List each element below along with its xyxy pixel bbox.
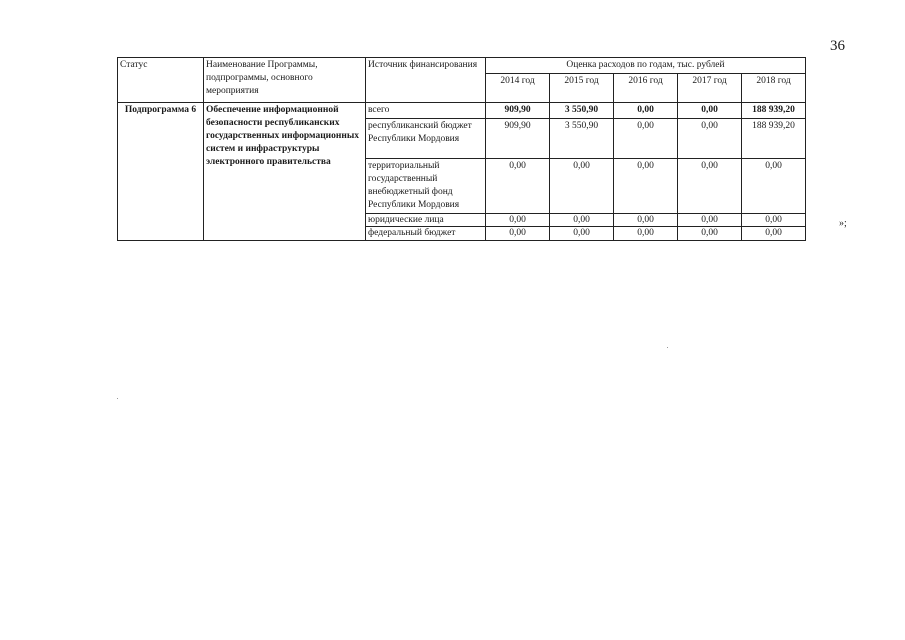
- value-cell: 188 939,20: [742, 103, 806, 119]
- source-cell: юридические лица: [366, 214, 486, 227]
- value-cell: 0,00: [486, 214, 550, 227]
- value-cell: 188 939,20: [742, 119, 806, 159]
- value-cell: 0,00: [678, 159, 742, 214]
- value-cell: 0,00: [678, 214, 742, 227]
- budget-table: [117, 57, 806, 241]
- source-cell: всего: [366, 103, 486, 119]
- value-cell: 0,00: [614, 119, 678, 159]
- value-cell: 909,90: [486, 103, 550, 119]
- value-cell: 3 550,90: [550, 119, 614, 159]
- header-estimate: Оценка расходов по годам, тыс. рублей: [486, 58, 806, 74]
- page-number: 36: [830, 38, 845, 54]
- program-name: Обеспечение информационной безопасности республиканских государственных информационных систем и инфраструктуры электронного правительства: [204, 103, 366, 241]
- value-cell: 0,00: [614, 227, 678, 241]
- value-cell: 0,00: [486, 227, 550, 241]
- header-year: 2015 год: [550, 74, 614, 103]
- value-cell: 0,00: [614, 214, 678, 227]
- header-year: 2016 год: [614, 74, 678, 103]
- header-source: Источник финансирования: [366, 58, 486, 103]
- value-cell: 0,00: [742, 214, 806, 227]
- value-cell: 0,00: [742, 227, 806, 241]
- value-cell: 0,00: [614, 103, 678, 119]
- value-cell: 3 550,90: [550, 103, 614, 119]
- header-row: [118, 58, 806, 74]
- header-year: 2017 год: [678, 74, 742, 103]
- value-cell: 0,00: [678, 119, 742, 159]
- value-cell: 0,00: [678, 103, 742, 119]
- scan-speck: [667, 347, 668, 348]
- source-cell: территориальный государственный внебюджетный фонд Республики Мордовия: [366, 159, 486, 214]
- value-cell: 0,00: [614, 159, 678, 214]
- header-name: Наименование Программы, подпрограммы, основного мероприятия: [204, 58, 366, 103]
- program-status: Подпрограмма 6: [118, 103, 204, 241]
- table-row: [118, 103, 806, 119]
- value-cell: 0,00: [742, 159, 806, 214]
- header-status: Статус: [118, 58, 204, 103]
- value-cell: 909,90: [486, 119, 550, 159]
- value-cell: 0,00: [678, 227, 742, 241]
- scan-speck: [117, 398, 118, 399]
- value-cell: 0,00: [550, 214, 614, 227]
- header-year: 2018 год: [742, 74, 806, 103]
- value-cell: 0,00: [486, 159, 550, 214]
- source-cell: федеральный бюджет: [366, 227, 486, 241]
- source-cell: республиканский бюджет Республики Мордовия: [366, 119, 486, 159]
- value-cell: 0,00: [550, 227, 614, 241]
- closing-quote-mark: »;: [839, 218, 847, 229]
- header-year: 2014 год: [486, 74, 550, 103]
- value-cell: 0,00: [550, 159, 614, 214]
